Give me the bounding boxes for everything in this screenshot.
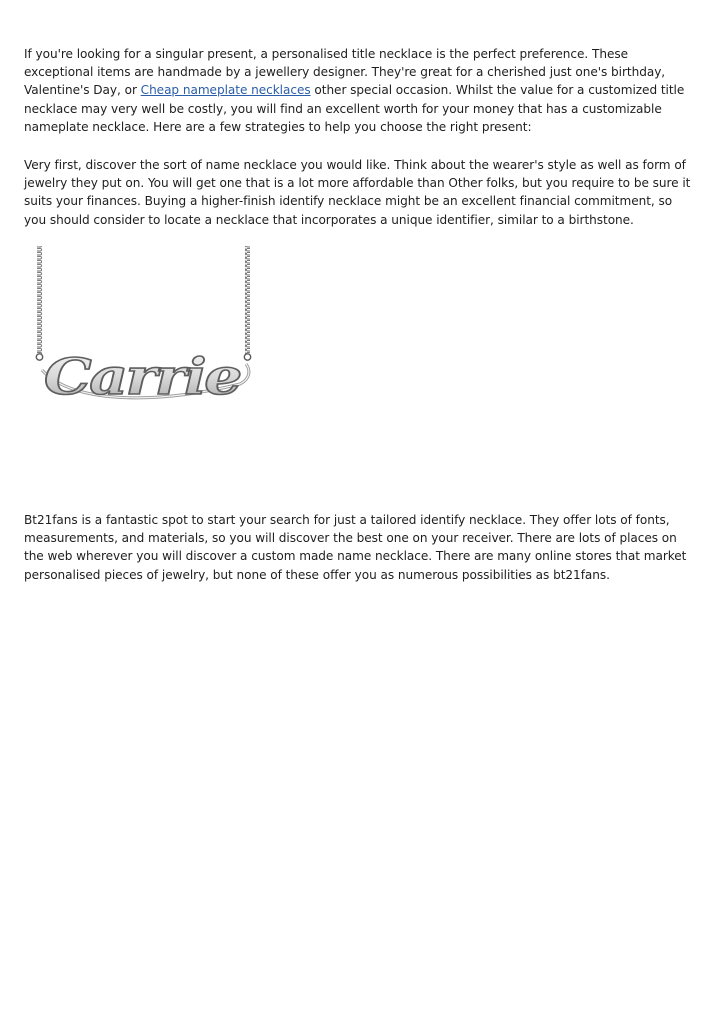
jump-ring-left xyxy=(36,354,42,360)
chain-left xyxy=(37,246,42,354)
chain-right xyxy=(245,246,250,354)
paragraph-intro xyxy=(24,45,692,136)
jump-ring-right xyxy=(244,354,250,360)
cheap-nameplate-necklaces-link[interactable]: Cheap nameplate necklaces xyxy=(140,83,311,98)
paragraph-intro-text-end: other special occasion. Whilst the value for a customized title necklace may very well be costly, you will find an excellent worth for your money that has a customizable nameplate necklace. Here are a few strategies to help you choose the right present: xyxy=(24,83,685,134)
paragraph-choosing-style: Very first, discover the sort of name necklace you would like. Think about the wearer's style as well as form of jewelry they put on. You will get one that is a lot more affordable than Other folks, but you require to be sure it suits your finances. Buying a higher-finish identify necklace might be an excellent financial commitment, so you should consider to locate a necklace that incorporates a unique identifier, similar to a birthstone. xyxy=(24,158,691,227)
paragraph-bt21fans: Bt21fans is a fantastic spot to start your search for just a tailored identify necklace. They offer lots of fonts, measurements, and materials, so you will discover the best one on your receiver. There are lots of places on the web wherever you will discover a custom made name necklace. There are many online stores that market personalised pieces of jewelry, but none of these offer you as numerous possibilities as bt21fans. xyxy=(24,513,687,582)
nameplate-necklace-image xyxy=(30,244,262,410)
nameplate-text: Carrie xyxy=(44,347,241,406)
paragraph-intro-text-start: If you're looking for a singular present, a personalised title necklace is the perfect preference. These exceptional items are handmade by a jewellery designer. They're great for a cherished just one's birthday, Valentine's Day, or xyxy=(24,47,666,98)
